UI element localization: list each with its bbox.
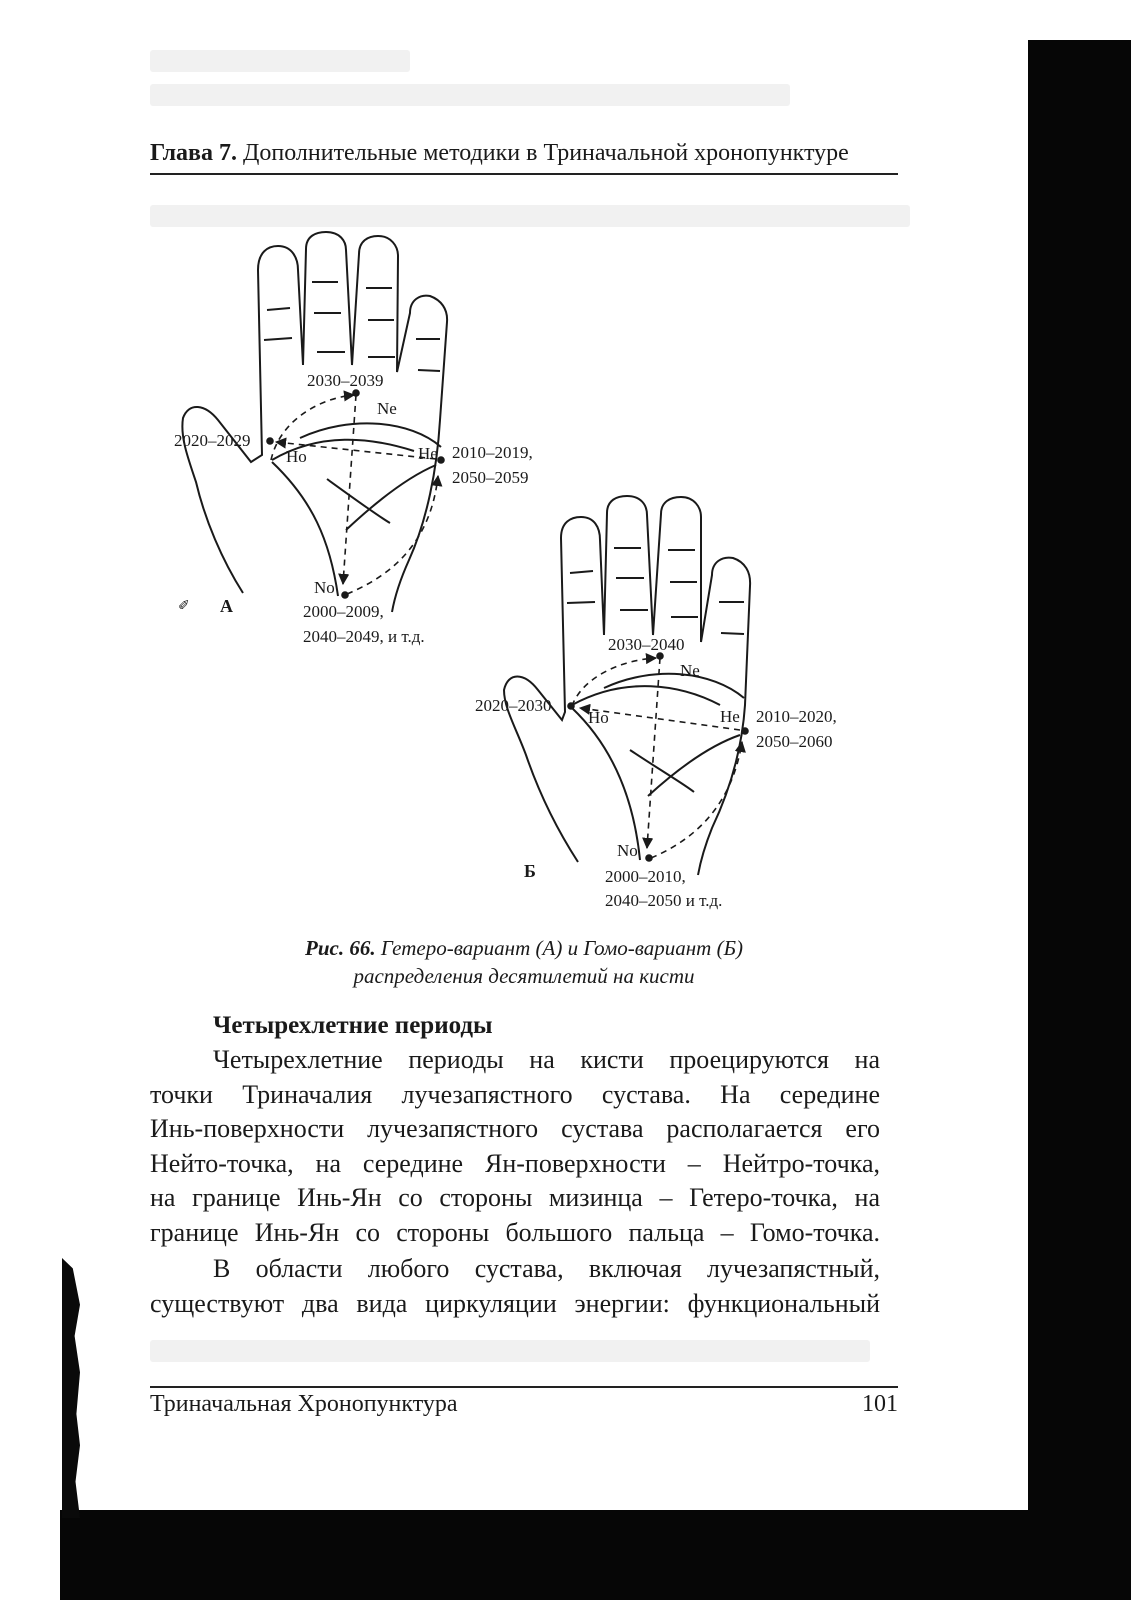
hand-b-dot-right <box>741 727 749 735</box>
figure-caption <box>150 934 898 990</box>
hand-b-life-line <box>572 708 640 860</box>
footer-book-title: Триначальная Хронопунктура <box>150 1391 458 1417</box>
hand-a-top-years: 2030–2039 <box>307 371 384 390</box>
hand-b-right-years-1: 2010–2020, <box>756 707 837 726</box>
scan-speck-icon: ✐ <box>178 599 190 614</box>
hand-b-paths <box>572 658 742 858</box>
hand-a-dot-top <box>352 389 360 397</box>
bleed-through <box>150 1340 870 1362</box>
hand-b-bottom-point: No <box>617 841 638 860</box>
hand-b-bottom-years-1: 2000–2010, <box>605 867 686 886</box>
caption-line-1: Гетеро-вариант (А) и Гомо-вариант (Б) <box>380 936 743 960</box>
hand-a-left-years: 2020–2029 <box>174 431 251 450</box>
section-title: Четырехлетние периоды <box>213 1012 493 1039</box>
paragraph-line: Четырехлетние периоды на кисти проецируются на <box>213 1045 880 1074</box>
hand-b-fate-line <box>648 735 740 796</box>
paragraph-line: Нейто-точка, на середине Ян-поверхности – Нейтро-точка, <box>150 1148 880 1178</box>
paragraph-line: границе Инь-Ян со стороны большого пальца – Гомо-точка. <box>150 1217 880 1247</box>
hand-a-fate-line <box>346 465 436 530</box>
hand-a-life-line <box>272 462 338 596</box>
hand-a-right-years-1: 2010–2019, <box>452 443 533 462</box>
hand-a <box>182 232 447 612</box>
hand-b-outline <box>504 496 750 875</box>
hand-a-right-years-2: 2050–2059 <box>452 468 529 487</box>
hand-a-bottom-years-1: 2000–2009, <box>303 602 384 621</box>
paragraph-line: существуют два вида циркуляции энергии: функциональный <box>150 1288 880 1318</box>
hand-b-path-3 <box>651 742 742 858</box>
hand-a-dot-bottom <box>341 591 349 599</box>
hand-b <box>504 496 750 875</box>
chapter-title: Дополнительные методики в Триначальной хронопунктуре <box>243 140 849 166</box>
hand-a-letter: А <box>220 596 233 616</box>
paragraph-line: В области любого сустава, включая лучезапястный, <box>213 1254 880 1283</box>
figure-label: Рис. 66. <box>305 936 376 960</box>
hand-b-left-years: 2020–2030 <box>475 696 552 715</box>
paragraph-line: на границе Инь-Ян со стороны мизинца – Гетеро-точка, на <box>150 1183 880 1212</box>
paragraph-line: Инь-поверхности лучезапястного сустава располагается его <box>150 1114 880 1143</box>
hand-a-left-point: Ho <box>286 447 307 466</box>
paragraph-2 <box>150 1252 880 1321</box>
hand-b-right-point: He <box>720 707 740 726</box>
chapter-number: Глава 7. <box>150 140 237 166</box>
hand-a-dot-right <box>437 456 445 464</box>
hand-a-path-3 <box>347 476 438 594</box>
paragraph-line: точки Триначалия лучезапястного сустава. На середине <box>150 1079 880 1109</box>
hand-a-paths <box>271 395 438 594</box>
hand-a-bottom-point: No <box>314 578 335 597</box>
page-number: 101 <box>862 1391 898 1417</box>
hand-b-heart-line <box>604 674 744 698</box>
hand-b-top-years: 2030–2040 <box>608 635 685 654</box>
hand-a-bottom-years-2: 2040–2049, и т.д. <box>303 627 425 646</box>
hand-a-outline <box>182 232 447 612</box>
hand-b-top-point: Ne <box>680 661 700 680</box>
hand-b-dot-left <box>567 702 575 710</box>
hand-b-bottom-years-2: 2040–2050 и т.д. <box>605 891 723 910</box>
hand-a-top-point: Ne <box>377 399 397 418</box>
hand-a-path-1 <box>271 395 354 460</box>
hand-b-minor-line <box>630 750 694 792</box>
hand-b-right-years-2: 2050–2060 <box>756 732 833 751</box>
caption-line-2: распределения десятилетий на кисти <box>353 964 695 988</box>
hand-a-right-point: He <box>418 444 438 463</box>
hand-b-head-line <box>572 686 720 705</box>
hand-b-letter: Б <box>524 861 536 881</box>
hand-b-left-point: Ho <box>588 708 609 727</box>
hand-a-dot-left <box>266 437 274 445</box>
paragraph-1 <box>150 1043 880 1250</box>
hand-b-dot-bottom <box>645 854 653 862</box>
